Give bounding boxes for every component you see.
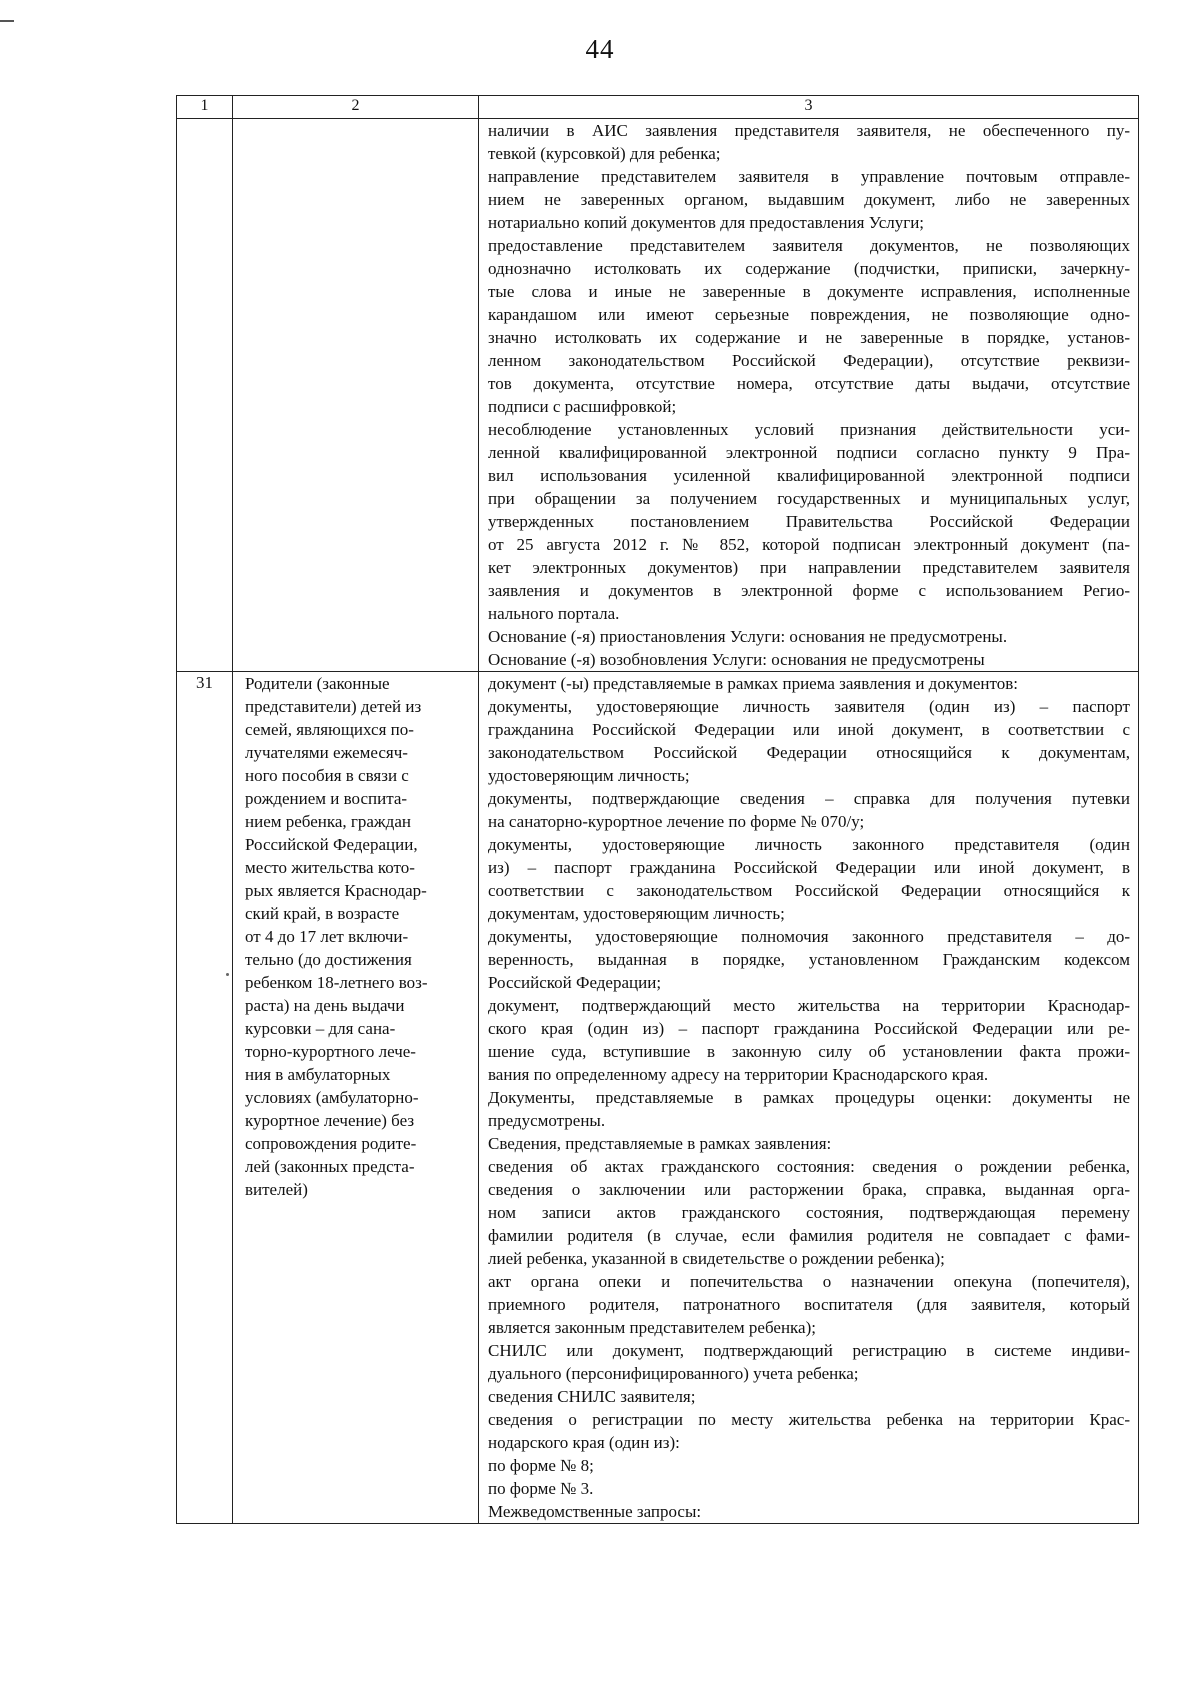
text-line: на санаторно-курортное лечение по форме № 070/у; [488,812,865,831]
text-line: вания по определенному адресу на территории Краснодарского края. [488,1065,989,1084]
text-line: сведения о регистрации по месту жительства ребенка на территории Крас- [488,1410,1130,1429]
table-row-31 [177,672,1139,1524]
document-table [176,95,1139,1524]
table-header-row [177,96,1139,119]
text-line: документы, удостоверяющие личность заявителя (один из) – паспорт [488,697,1130,716]
text-line: направление представителем заявителя в управление почтовым отправле- [488,167,1130,186]
text-line: сведения СНИЛС заявителя; [488,1387,696,1406]
category-line: Родители (законные [245,674,390,693]
column-header-1: 1 [177,96,233,119]
text-line: тые слова и иные не заверенные в документе исправления, исполненные [488,282,1130,301]
category-cell [233,672,479,1524]
category-line: курсовки – для сана- [245,1019,396,1038]
category-line: ский край, в возрасте [245,904,400,923]
category-line: тельно (до достижения [245,950,412,969]
text-line: Российской Федерации; [488,973,662,992]
category-line: рождением и воспита- [245,789,408,808]
row-number-cell: 31 [177,672,233,1524]
text-line: тевкой (курсовкой) для ребенка; [488,144,721,163]
text-line: акт органа опеки и попечительства о назначении опекуна (попечителя), [488,1272,1130,1291]
text-line: от 25 августа 2012 г. № 852, которой подписан электронный документ (па- [488,535,1130,554]
text-line: документы, подтверждающие сведения – справка для получения путевки [488,789,1130,808]
category-line: курортное лечение) без [245,1111,415,1130]
category-line: ного пособия в связи с [245,766,409,785]
text-line: Межведомственные запросы: [488,1502,702,1521]
text-line: гражданина Российской Федерации или иной документ, в соответствии с [488,720,1130,739]
text-line: ном записи актов гражданского состояния, подтверждающая перемену [488,1203,1130,1222]
category-line: торно-курортного лече- [245,1042,416,1061]
category-line: вителей) [245,1180,308,1199]
text-line: шение суда, вступившие в законную силу об установлении факта прожи- [488,1042,1130,1061]
text-line: лией ребенка, указанной в свидетельстве о рождении ребенка); [488,1249,945,1268]
text-line: из) – паспорт гражданина Российской Федерации или иной документ, в [488,858,1130,877]
category-line: условиях (амбулаторно- [245,1088,419,1107]
column-header-2: 2 [233,96,479,119]
category-line: от 4 до 17 лет включи- [245,927,409,946]
text-line: нием не заверенных органом, выдавшим документ, либо не заверенных [488,190,1130,209]
text-line: фамилии родителя (в случае, если фамилия родителя не совпадает с фами- [488,1226,1130,1245]
text-line: нотариально копий документов для предоставления Услуги; [488,213,925,232]
table-row-continuation [177,119,1139,672]
text-line: вил использования усиленной квалифицированной электронной подписи [488,466,1130,485]
text-line: утвержденных постановлением Правительства Российской Федерации [488,512,1130,531]
text-line: при обращении за получением государственных и муниципальных услуг, [488,489,1130,508]
text-line: однозначно истолковать их содержание (подчистки, приписки, зачеркну- [488,259,1130,278]
text-line: приемного родителя, патронатного воспитателя (для заявителя, который [488,1295,1130,1314]
text-line: наличии в АИС заявления представителя заявителя, не обеспеченного пу- [488,121,1130,140]
row-number-cell [177,119,233,672]
requirements-cell [479,119,1139,672]
text-line: Основание (-я) возобновления Услуги: основания не предусмотрены [488,650,985,669]
category-line: ребенком 18-летнего воз- [245,973,428,992]
text-line: нального портала. [488,604,620,623]
category-line: сопровождения родите- [245,1134,417,1153]
text-line: удостоверяющим личность; [488,766,690,785]
category-line: представители) детей из [245,697,422,716]
category-line: место жительства кото- [245,858,415,877]
category-cell [233,119,479,672]
text-line: сведения об актах гражданского состояния: сведения о рождении ребенка, [488,1157,1130,1176]
text-line: тов документа, отсутствие номера, отсутствие даты выдачи, отсутствие [488,374,1130,393]
text-line: нодарского края (один из): [488,1433,680,1452]
text-line: ленной квалифицированной электронной подписи согласно пункту 9 Пра- [488,443,1130,462]
column-header-3: 3 [479,96,1139,119]
text-line: по форме № 3. [488,1479,594,1498]
text-line: законодательством Российской Федерации относящийся к документам, [488,743,1130,762]
text-line: сведения о заключении или расторжении брака, справка, выданная орга- [488,1180,1130,1199]
text-line: Основание (-я) приостановления Услуги: основания не предусмотрены. [488,627,1008,646]
category-line: лей (законных предста- [245,1157,415,1176]
category-line: раста) на день выдачи [245,996,405,1015]
category-line: нием ребенка, граждан [245,812,411,831]
text-line: Сведения, представляемые в рамках заявления: [488,1134,832,1153]
scan-artifact-mark [0,20,14,22]
text-line: является законным представителем ребенка); [488,1318,816,1337]
text-line: веренность, выданная в порядке, установленном Гражданским кодексом [488,950,1130,969]
text-line: документ, подтверждающий место жительства на территории Краснодар- [488,996,1130,1015]
text-line: предоставление представителем заявителя документов, не позволяющих [488,236,1130,255]
text-line: значно истолковать их содержание и не заверенные в порядке, установ- [488,328,1130,347]
text-line: Документы, представляемые в рамках процедуры оценки: документы не [488,1088,1130,1107]
text-line: СНИЛС или документ, подтверждающий регистрацию в системе индиви- [488,1341,1130,1360]
category-line: ния в амбулаторных [245,1065,391,1084]
text-line: дуального (персонифицированного) учета ребенка; [488,1364,859,1383]
text-line: кет электронных документов) при направлении представителем заявителя [488,558,1130,577]
text-line: заявления и документов в электронной форме с использованием Регио- [488,581,1130,600]
text-line: несоблюдение установленных условий признания действительности уси- [488,420,1130,439]
text-line: ского края (один из) – паспорт гражданина Российской Федерации или ре- [488,1019,1130,1038]
text-line: документы, удостоверяющие личность законного представителя (один [488,835,1130,854]
page-number: 44 [585,34,615,64]
requirements-cell [479,672,1139,1524]
text-line: соответствии с законодательством Российской Федерации относящийся к [488,881,1130,900]
text-line: документы, удостоверяющие полномочия законного представителя – до- [488,927,1130,946]
text-line: подписи с расшифровкой; [488,397,677,416]
text-line: по форме № 8; [488,1456,594,1475]
text-line: ленном законодательством Российской Федерации), отсутствие реквизи- [488,351,1130,370]
text-line: предусмотрены. [488,1111,606,1130]
text-line: документам, удостоверяющим личность; [488,904,785,923]
category-line: рых является Краснодар- [245,881,427,900]
text-line: карандашом или имеют серьезные повреждения, не позволяющие одно- [488,305,1130,324]
text-line: документ (-ы) представляемые в рамках приема заявления и документов: [488,674,1018,693]
category-line: лучателями ежемесяч- [245,743,408,762]
category-line: семей, являющихся по- [245,720,414,739]
category-line: Российской Федерации, [245,835,418,854]
